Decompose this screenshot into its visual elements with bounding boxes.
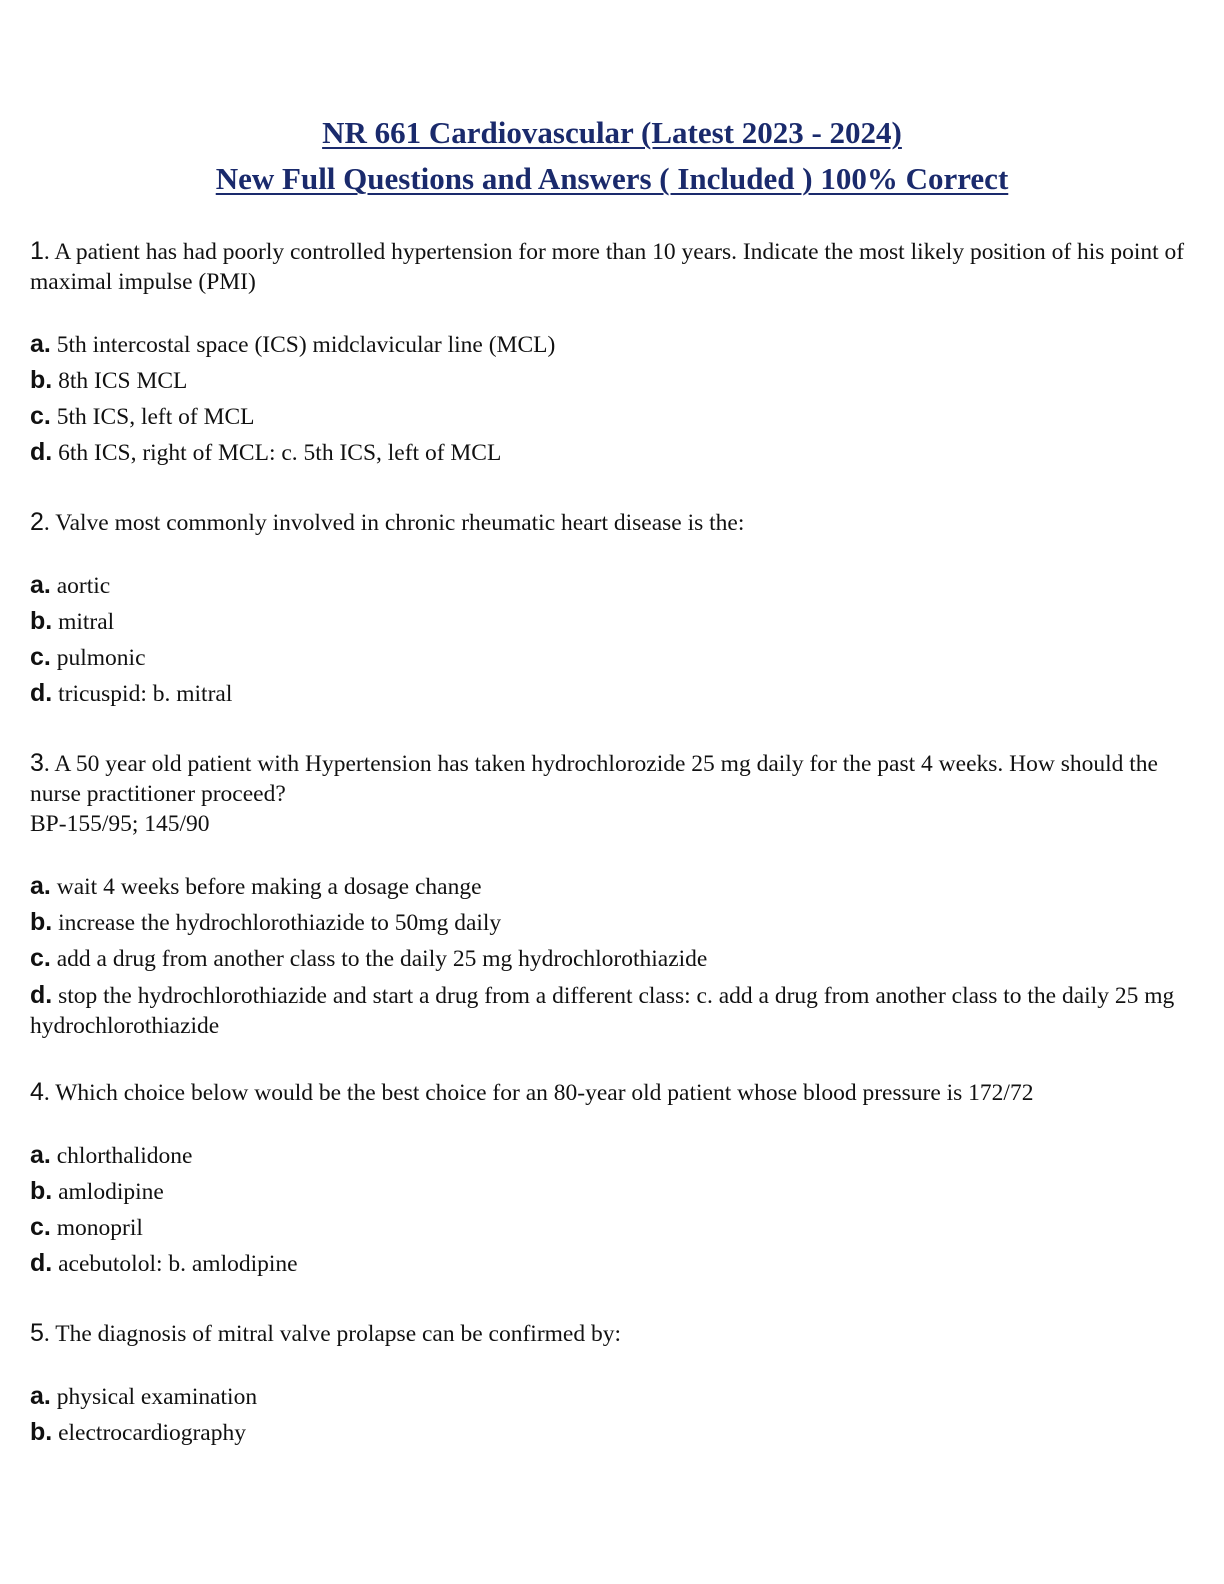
answer-option bbox=[30, 676, 1190, 712]
answer-option bbox=[30, 941, 1190, 977]
question-stem: . A patient has had poorly controlled hypertension for more than 10 years. Indicate the most likely position of his point of maximal impulse (PMI) bbox=[30, 239, 1185, 295]
answer-option bbox=[30, 1379, 1190, 1415]
question-stem: . Valve most commonly involved in chronic rheumatic heart disease is the: bbox=[43, 510, 745, 536]
answer-option bbox=[30, 435, 1190, 471]
question-block bbox=[30, 1077, 1190, 1282]
title-line-2: New Full Questions and Answers ( Included ) 100% Correct bbox=[215, 161, 1009, 196]
option-letter: c. bbox=[30, 1213, 51, 1241]
option-text: 5th ICS, left of MCL bbox=[50, 404, 255, 430]
question-number: 3 bbox=[30, 749, 44, 777]
answer-option bbox=[30, 363, 1190, 399]
option-text: stop the hydrochlorothiazide and start a drug from a different class: c. add a drug from another class to the daily 25 mg hydrochlorothiazide bbox=[30, 983, 1175, 1039]
answer-option bbox=[30, 1174, 1190, 1210]
question-block bbox=[30, 748, 1190, 1041]
question-text bbox=[30, 1318, 1190, 1349]
option-text: tricuspid: b. mitral bbox=[52, 681, 233, 707]
option-letter: b. bbox=[30, 607, 53, 635]
answer-option bbox=[30, 327, 1190, 363]
option-text: mitral bbox=[52, 609, 115, 635]
answer-option bbox=[30, 1210, 1190, 1246]
option-letter: d. bbox=[30, 679, 53, 707]
question-text bbox=[30, 236, 1190, 297]
option-text: physical examination bbox=[50, 1384, 258, 1410]
answer-option bbox=[30, 869, 1190, 905]
option-text: aortic bbox=[50, 573, 111, 599]
option-letter: c. bbox=[30, 643, 51, 671]
option-text: 8th ICS MCL bbox=[52, 368, 188, 394]
question-text bbox=[30, 748, 1190, 839]
option-text: pulmonic bbox=[50, 645, 146, 671]
question-vitals: BP-155/95; 145/90 bbox=[30, 811, 210, 837]
document-title bbox=[0, 110, 1224, 202]
option-letter: c. bbox=[30, 402, 51, 430]
answer-option bbox=[30, 905, 1190, 941]
option-text: 5th intercostal space (ICS) midclavicular line (MCL) bbox=[50, 332, 556, 358]
option-letter: c. bbox=[30, 944, 51, 972]
question-number: 1 bbox=[30, 237, 44, 265]
answer-option bbox=[30, 980, 1190, 1041]
title-line-1: NR 661 Cardiovascular (Latest 2023 - 2024) bbox=[322, 115, 902, 150]
answer-options bbox=[30, 1138, 1190, 1282]
option-text: amlodipine bbox=[52, 1179, 164, 1205]
question-number: 2 bbox=[30, 508, 44, 536]
answer-option bbox=[30, 1246, 1190, 1282]
option-letter: a. bbox=[30, 1382, 51, 1410]
question-number: 5 bbox=[30, 1319, 44, 1347]
question-stem: . A 50 year old patient with Hypertension has taken hydrochlorozide 25 mg daily for the past 4 weeks. How should the nurse practitioner proceed? bbox=[30, 751, 1158, 807]
option-letter: a. bbox=[30, 1141, 51, 1169]
option-text: monopril bbox=[50, 1215, 143, 1241]
option-text: wait 4 weeks before making a dosage change bbox=[50, 874, 482, 900]
option-letter: a. bbox=[30, 571, 51, 599]
option-letter: b. bbox=[30, 1418, 53, 1446]
answer-option bbox=[30, 1415, 1190, 1451]
question-block bbox=[30, 236, 1190, 471]
answer-option bbox=[30, 568, 1190, 604]
option-letter: b. bbox=[30, 366, 53, 394]
option-letter: b. bbox=[30, 1177, 53, 1205]
option-letter: d. bbox=[30, 981, 53, 1009]
answer-option bbox=[30, 1138, 1190, 1174]
question-text bbox=[30, 507, 1190, 538]
option-text: 6th ICS, right of MCL: c. 5th ICS, left of MCL bbox=[52, 440, 502, 466]
option-letter: a. bbox=[30, 872, 51, 900]
question-text bbox=[30, 1077, 1190, 1108]
question-stem: . The diagnosis of mitral valve prolapse can be confirmed by: bbox=[43, 1321, 622, 1347]
answer-options bbox=[30, 869, 1190, 1041]
option-text: acebutolol: b. amlodipine bbox=[52, 1251, 298, 1277]
option-text: electrocardiography bbox=[52, 1420, 246, 1446]
question-number: 4 bbox=[30, 1078, 44, 1106]
option-letter: d. bbox=[30, 1249, 53, 1277]
question-block bbox=[30, 507, 1190, 712]
answer-option bbox=[30, 604, 1190, 640]
option-text: increase the hydrochlorothiazide to 50mg daily bbox=[52, 910, 502, 936]
question-stem: . Which choice below would be the best choice for an 80-year old patient whose blood pressure is 172/72 bbox=[43, 1080, 1034, 1106]
option-text: add a drug from another class to the daily 25 mg hydrochlorothiazide bbox=[50, 946, 708, 972]
answer-option bbox=[30, 399, 1190, 435]
option-letter: a. bbox=[30, 330, 51, 358]
question-block bbox=[30, 1318, 1190, 1451]
answer-options bbox=[30, 568, 1190, 712]
answer-options bbox=[30, 1379, 1190, 1451]
option-letter: d. bbox=[30, 438, 53, 466]
answer-options bbox=[30, 327, 1190, 471]
answer-option bbox=[30, 640, 1190, 676]
question-list bbox=[30, 236, 1190, 1487]
option-letter: b. bbox=[30, 908, 53, 936]
option-text: chlorthalidone bbox=[50, 1143, 193, 1169]
